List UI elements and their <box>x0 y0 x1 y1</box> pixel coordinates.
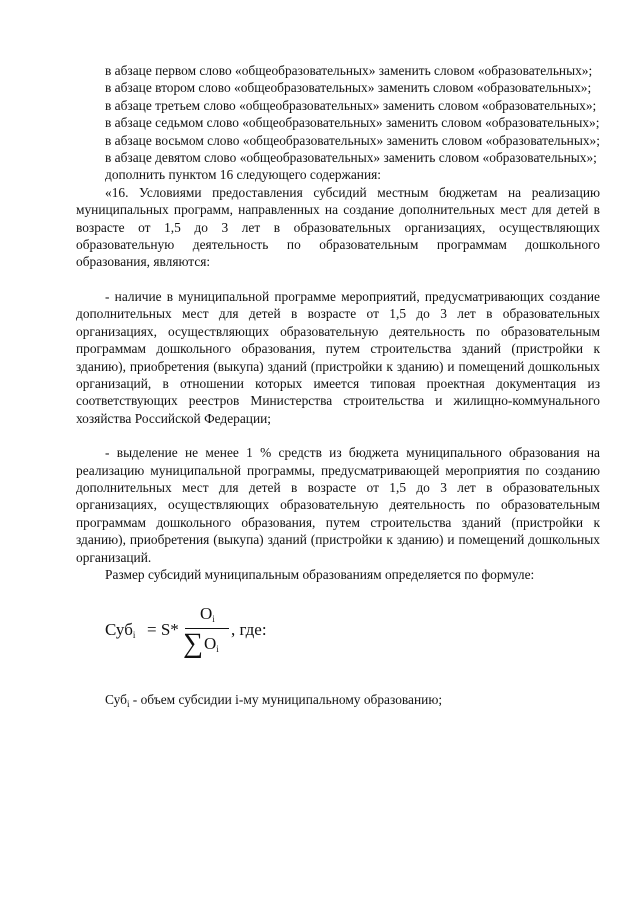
paragraph-2: в абзаце втором слово «общеобразовательных» заменить словом «образовательных»; <box>105 80 592 96</box>
formula-numerator: $O_i$ <box>200 604 215 625</box>
formula-intro: Размер субсидий муниципальным образованиям определяется по формуле: <box>105 566 535 582</box>
sum-sign: ∑ <box>183 628 203 660</box>
paragraph-1: в абзаце первом слово «общеобразовательных» заменить словом «образовательных»; <box>105 63 593 78</box>
formula <box>76 599 600 669</box>
paragraph-7: дополнить пунктом 16 следующего содержания: <box>105 167 382 183</box>
document-page <box>76 62 600 714</box>
paragraph-4: в абзаце седьмом слово «общеобразовательных» заменить словом «образовательных»; <box>105 115 600 131</box>
spacer <box>76 427 600 444</box>
formula-lhs: Суб$_i$ <box>105 620 136 641</box>
formula-equals: = S* <box>147 620 179 640</box>
formula-tail: , где: <box>231 620 267 640</box>
paragraph-6: в абзаце девятом слово «общеобразовательных» заменить словом «образовательных»; <box>105 150 597 166</box>
paragraph-8: «16. Условиями предоставления субсидий местным бюджетам на реализацию муниципальных программ, направленных на создание дополнительных мест для детей в возрасте от 1,5 до 3 лет в образовательных организациях, осуществляющих образовательную деятельность по образовательным программам дошкольного образования, являются: <box>76 184 600 270</box>
paragraph-3: в абзаце третьем слово «общеобразовательных» заменить словом «образовательных»; <box>105 97 597 113</box>
definition-line: Суб$_i$ - объем субсидии i-му муниципальному образованию; <box>105 692 443 710</box>
condition-item-2: - выделение не менее 1 % средств из бюджета муниципального образования на реализацию муниципальной программы, предусматривающей мероприятия по созданию дополнительных мест для детей в возрасте от 1,5 до 3 лет в образовательных организациях, осуществляющих образовательную деятельность по образовательным программам дошкольного образования, путем строительства зданий (пристройки к зданию), приобретения (выкупа) зданий (пристройки к зданию) и помещений дошкольных организаций. <box>76 445 600 565</box>
formula-expression <box>105 605 305 665</box>
condition-item-1: - наличие в муниципальной программе мероприятий, предусматривающих создание дополнительных мест для детей в возрасте от 1,5 до 3 лет в образовательных организациях, осуществляющих образовательную деятельность по образовательным программам дошкольного образования, путем строительства зданий (пристройки к зданию), приобретения (выкупа) зданий (пристройки к зданию) и помещений дошкольных организаций, в отношении которых имеется типовая проектная документация из соответствующих реестров Министерства строительства и жилищно-коммунального хозяйства Российской Федерации; <box>76 288 600 426</box>
paragraph-5: в абзаце восьмом слово «общеобразовательных» заменить словом «образовательных»; <box>105 132 600 148</box>
spacer <box>76 271 600 288</box>
formula-denominator: $O_i$ <box>204 634 219 655</box>
